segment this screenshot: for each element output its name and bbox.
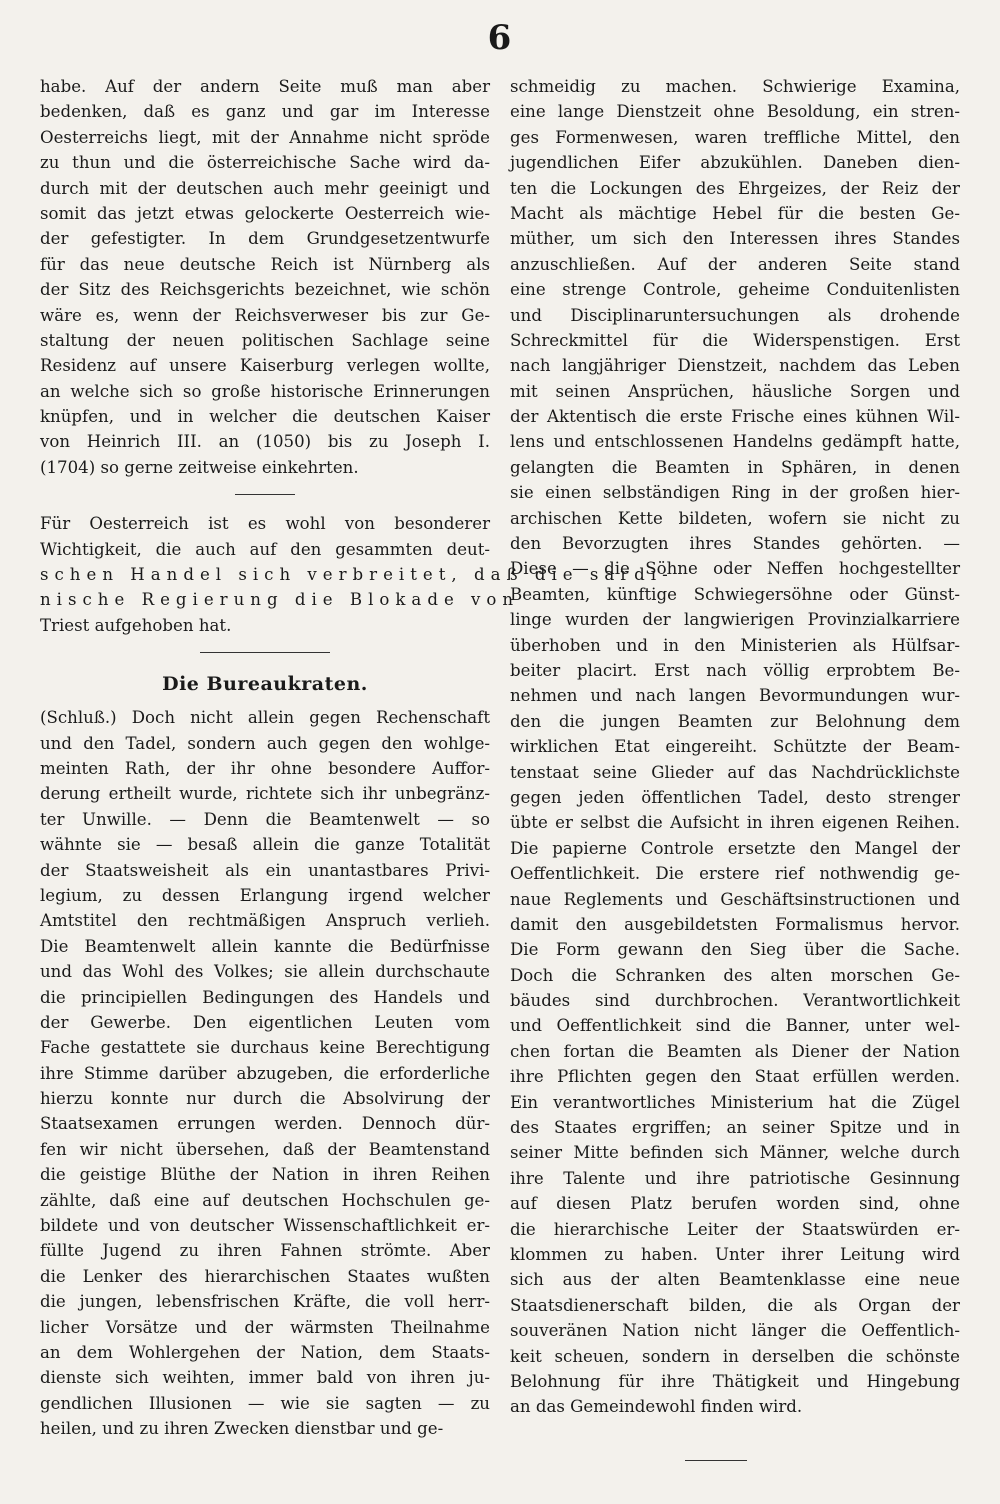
text-line: Beamten, künftige Schwiegersöhne oder Günst- <box>510 584 960 604</box>
text-line: den Bevorzugten ihres Standes gehörten. — <box>510 534 960 554</box>
text-line: sich aus der alten Beamtenklasse eine neue <box>510 1270 960 1290</box>
text-line: ten die Lockungen des Ehrgeizes, der Reiz der <box>510 178 960 198</box>
section-separator-rule <box>200 652 330 653</box>
text-line: somit das jetzt etwas gelockerte Oesterreich wie- <box>40 203 490 223</box>
text-line: bildete und von deutscher Wissenschaftlichkeit er- <box>40 1216 490 1236</box>
text-line: Oesterreichs liegt, mit der Annahme nicht spröde <box>40 127 490 147</box>
text-line: gelangten die Beamten in Sphären, in denen <box>510 457 960 477</box>
text-line: Staatsexamen errungen werden. Dennoch dür- <box>40 1114 490 1134</box>
text-line: müther, um sich den Interessen ihres Standes <box>510 229 960 249</box>
paragraph-bureaukraten <box>40 705 490 1441</box>
text-line: (1704) so gerne zeitweise einkehrten. <box>40 457 359 477</box>
text-line: nische Regierung die Blokade von <box>40 590 520 610</box>
text-line: bedenken, daß es ganz und gar im Interesse <box>40 102 490 122</box>
text-line: meinten Rath, der ihr ohne besondere Auffor- <box>40 758 490 778</box>
text-line: heilen, und zu ihren Zwecken dienstbar und ge- <box>40 1419 444 1439</box>
text-line: die jungen, lebensfrischen Kräfte, die voll herr- <box>40 1292 490 1312</box>
text-line: dienste sich weihten, immer bald von ihren ju- <box>40 1368 490 1388</box>
text-line: archischen Kette bildeten, wofern sie nicht zu <box>510 508 960 528</box>
text-line: und Oeffentlichkeit sind die Banner, unter wel- <box>510 1016 960 1036</box>
text-line: zählte, daß eine auf deutschen Hochschulen ge- <box>40 1190 490 1210</box>
text-line: übte er selbst die Aufsicht in ihren eigenen Reihen. <box>510 813 960 833</box>
text-line: souveränen Nation nicht länger die Oeffentlich- <box>510 1321 960 1341</box>
text-line: mit seinen Ansprüchen, häusliche Sorgen und <box>510 381 960 401</box>
text-line: die principiellen Bedingungen des Handels und <box>40 987 490 1007</box>
text-line: Macht als mächtige Hebel für die besten Ge- <box>510 203 960 223</box>
text-line: für das neue deutsche Reich ist Nürnberg als <box>40 254 490 274</box>
text-line: der Staatsweisheit als ein unantastbares Privi- <box>40 860 490 880</box>
text-line: zu thun und die österreichische Sache wird da- <box>40 153 490 173</box>
text-line: und den Tadel, sondern auch gegen den wohlge- <box>40 733 490 753</box>
text-line: Triest aufgehoben hat. <box>40 615 232 635</box>
text-line: schen Handel sich verbreitet, daß die sardi- <box>40 565 674 585</box>
text-line: die geistige Blüthe der Nation in ihren Reihen <box>40 1165 490 1185</box>
text-line: Fache gestattete sie durchaus keine Berechtigung <box>40 1038 490 1058</box>
text-line: Für Oesterreich ist es wohl von besonderer <box>40 514 490 534</box>
text-line: habe. Auf der andern Seite muß man aber <box>40 77 490 96</box>
text-line: lens und entschlossenen Handelns gedämpft hatte, <box>510 432 960 452</box>
section-heading: Die Bureaukraten. <box>162 673 368 696</box>
right-column <box>510 74 960 1420</box>
text-line: Staatsdienerschaft bilden, die als Organ der <box>510 1295 960 1315</box>
text-line: Die Beamtenwelt allein kannte die Bedürfnisse <box>40 936 490 956</box>
text-line: an das Gemeindewohl finden wird. <box>510 1397 803 1417</box>
text-line: von Heinrich III. an (1050) bis zu Joseph I. <box>40 432 490 452</box>
paragraph-bureaukraten-continued <box>510 74 960 1420</box>
text-line: an dem Wohlergehen der Nation, dem Staats- <box>40 1342 490 1362</box>
text-line: tenstaat seine Glieder auf das Nachdrücklichste <box>510 762 960 782</box>
text-line: Die papierne Controle ersetzte den Mangel der <box>510 838 960 858</box>
paragraph-blokade-triest <box>40 511 674 638</box>
text-line: staltung der neuen politischen Sachlage seine <box>40 330 490 350</box>
text-line: der Sitz des Reichsgerichts bezeichnet, wie schön <box>40 280 490 300</box>
paragraph-reichsverweser <box>40 74 490 480</box>
text-line: Belohnung für ihre Thätigkeit und Hingebung <box>510 1371 960 1391</box>
text-line: chen fortan die Beamten als Diener der Nation <box>510 1041 960 1061</box>
text-line: licher Vorsätze und der wärmsten Theilnahme <box>40 1317 490 1337</box>
text-line: überhoben und in den Ministerien als Hülfsar- <box>510 635 960 655</box>
text-line: beiter placirt. Erst nach völlig erprobtem Be- <box>510 660 960 680</box>
text-line: ihre Talente und ihre patriotische Gesinnung <box>510 1168 960 1188</box>
text-line: klommen zu haben. Unter ihrer Leitung wird <box>510 1244 960 1264</box>
text-line: seiner Mitte befinden sich Männer, welche durch <box>510 1143 960 1163</box>
text-line: legium, zu dessen Erlangung irgend welcher <box>40 885 490 905</box>
text-line: auf diesen Platz berufen worden sind, ohne <box>510 1194 960 1214</box>
text-line: und Disciplinaruntersuchungen als drohende <box>510 305 960 325</box>
text-line: ihre Pflichten gegen den Staat erfüllen werden. <box>510 1067 960 1087</box>
text-line: des Staates ergriffen; an seiner Spitze und in <box>510 1118 960 1138</box>
text-line: der gefestigter. In dem Grundgesetzentwurfe <box>40 229 490 249</box>
text-line: und das Wohl des Volkes; sie allein durchschaute <box>40 962 490 982</box>
text-line: Residenz auf unsere Kaiserburg verlegen wollte, <box>40 356 490 376</box>
text-line: durch mit der deutschen auch mehr geeinigt und <box>40 178 490 198</box>
text-line: ter Unwille. — Denn die Beamtenwelt — so <box>40 809 490 829</box>
text-line: eine lange Dienstzeit ohne Besoldung, ein stren- <box>510 102 960 122</box>
text-line: linge wurden der langwierigen Provinzialkarriere <box>510 610 960 630</box>
text-line: naue Reglements und Geschäftsinstructionen und <box>510 889 960 909</box>
text-line: der Gewerbe. Den eigentlichen Leuten vom <box>40 1012 490 1032</box>
text-line: die Lenker des hierarchischen Staates wußten <box>40 1266 490 1286</box>
text-line: (Schluß.) Doch nicht allein gegen Rechenschaft <box>40 708 490 728</box>
text-line: gegen jeden öffentlichen Tadel, desto strenger <box>510 787 960 807</box>
text-line: bäudes sind durchbrochen. Verantwortlichkeit <box>510 991 960 1011</box>
text-line: damit den ausgebildetsten Formalismus hervor. <box>510 914 960 934</box>
text-line: jugendlichen Eifer abzukühlen. Daneben dien- <box>510 153 960 173</box>
text-line: sie einen selbständigen Ring in der großen hier- <box>510 483 960 503</box>
text-line: Wichtigkeit, die auch auf den gesammten deut- <box>40 539 490 559</box>
separator-rule <box>235 494 295 495</box>
text-line: hierzu konnte nur durch die Absolvirung der <box>40 1089 490 1109</box>
text-line: anzuschließen. Auf der anderen Seite stand <box>510 254 960 274</box>
text-line: füllte Jugend zu ihren Fahnen strömte. Aber <box>40 1241 490 1261</box>
end-rule <box>685 1460 747 1461</box>
text-line: Schreckmittel für die Widerspenstigen. Erst <box>510 330 960 350</box>
text-line: Die Form gewann den Sieg über die Sache. <box>510 940 960 960</box>
page-number: 6 <box>487 18 513 58</box>
text-line: fen wir nicht übersehen, daß der Beamtenstand <box>40 1139 490 1159</box>
text-line: Doch die Schranken des alten morschen Ge- <box>510 965 960 985</box>
text-line: die hierarchische Leiter der Staatswürden er- <box>510 1219 960 1239</box>
text-line: schmeidig zu machen. Schwierige Examina, <box>510 77 960 96</box>
text-line: wähnte sie — besaß allein die ganze Totalität <box>40 835 490 855</box>
text-line: ihre Stimme darüber abzugeben, die erforderliche <box>40 1063 490 1083</box>
text-line: der Aktentisch die erste Frische eines kühnen Wil- <box>510 407 960 427</box>
text-line: nehmen und nach langen Bevormundungen wur- <box>510 686 960 706</box>
text-line: wirklichen Etat eingereiht. Schützte der Beam- <box>510 737 960 757</box>
text-line: an welche sich so große historische Erinnerungen <box>40 381 490 401</box>
text-line: ges Formenwesen, waren treffliche Mittel, den <box>510 127 960 147</box>
text-line: Oeffentlichkeit. Die erstere rief nothwendig ge- <box>510 864 960 884</box>
text-line: nach langjähriger Dienstzeit, nachdem das Leben <box>510 356 960 376</box>
text-line: wäre es, wenn der Reichsverweser bis zur Ge- <box>40 305 490 325</box>
text-line: Diese — die Söhne oder Neffen hochgestellter <box>510 559 960 579</box>
text-line: Amtstitel den rechtmäßigen Anspruch verlieh. <box>40 911 490 931</box>
text-line: eine strenge Controle, geheime Conduitenlisten <box>510 280 960 300</box>
text-line: knüpfen, und in welcher die deutschen Kaiser <box>40 407 490 427</box>
text-line: den die jungen Beamten zur Belohnung dem <box>510 711 960 731</box>
text-line: gendlichen Illusionen — wie sie sagten — zu <box>40 1393 490 1413</box>
text-line: keit scheuen, sondern in derselben die schönste <box>510 1346 960 1366</box>
text-line: derung ertheilt wurde, richtete sich ihr unbegränz- <box>40 784 490 804</box>
text-line: Ein verantwortliches Ministerium hat die Zügel <box>510 1092 960 1112</box>
